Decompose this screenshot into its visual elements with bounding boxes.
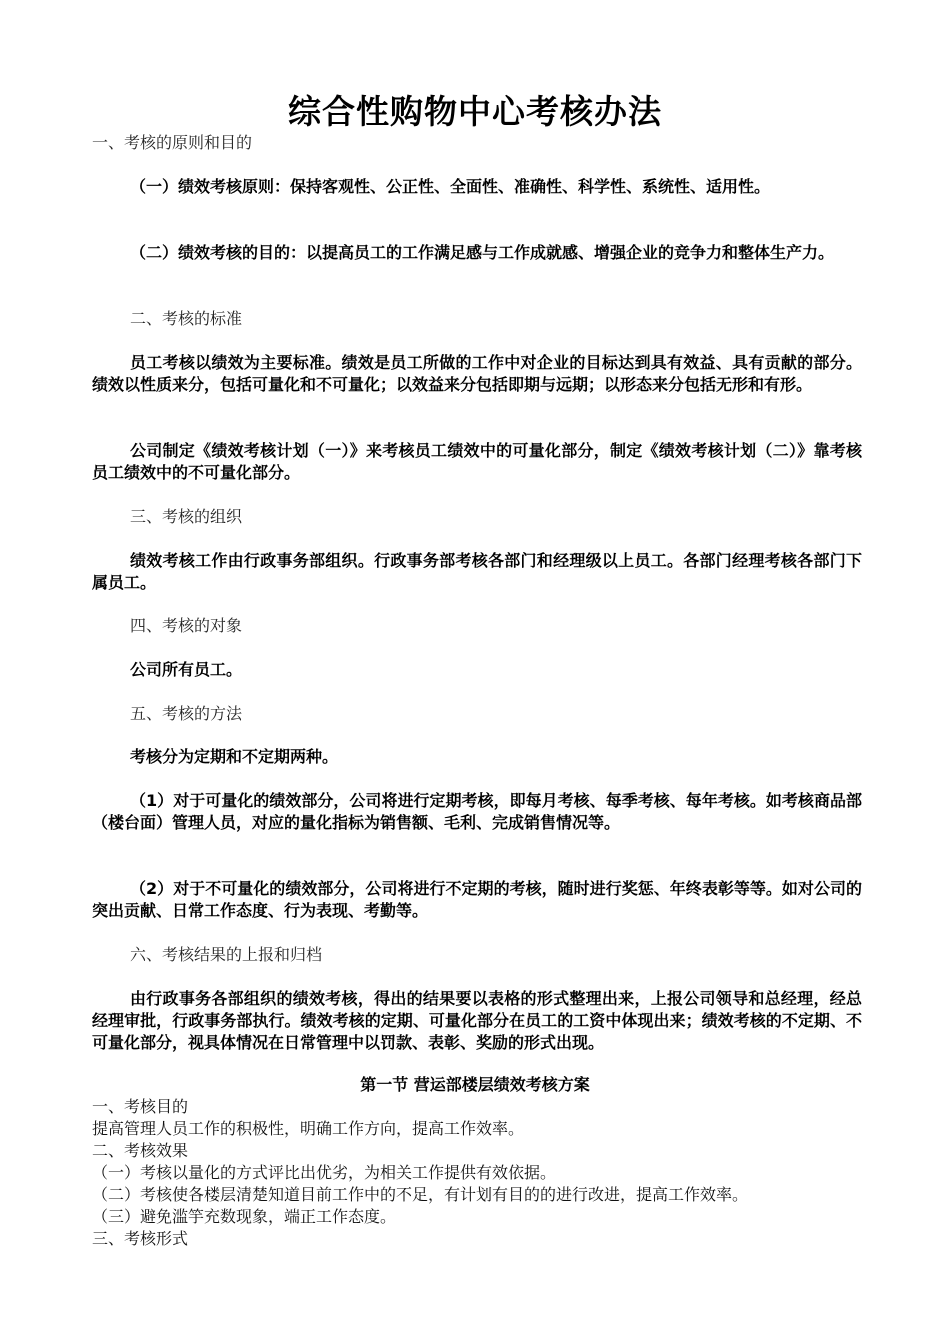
paragraph-non-quantifiable: （2）对于不可量化的绩效部分，公司将进行不定期的考核，随时进行奖惩、年终表彰等等。如对公司的突出贡献、日常工作态度、行为表现、考勤等。 xyxy=(92,879,862,920)
section-line: 提高管理人员工作的积极性，明确工作方向，提高工作效率。 xyxy=(92,1119,525,1138)
paragraph-purpose: （二）绩效考核的目的：以提高员工的工作满足感与工作成就感、增强企业的竞争力和整体生产力。 xyxy=(130,243,835,262)
heading-principles: 一、考核的原则和目的 xyxy=(92,133,253,152)
paragraph-standards: 员工考核以绩效为主要标准。绩效是员工所做的工作中对企业的目标达到具有效益、具有贡献的部分。绩效以性质来分，包括可量化和不可量化；以效益来分包括即期与远期；以形态来分包括无形和有形。 xyxy=(92,353,862,394)
heading-standards: 二、考核的标准 xyxy=(130,309,243,328)
paragraph-targets: 公司所有员工。 xyxy=(130,660,243,679)
section-line: （三）避免滥竽充数现象，端正工作态度。 xyxy=(92,1207,397,1226)
paragraph-organization: 绩效考核工作由行政事务部组织。行政事务部考核各部门和经理级以上员工。各部门经理考核各部门下属员工。 xyxy=(92,551,862,592)
section-line: 二、考核效果 xyxy=(92,1141,189,1160)
heading-organization: 三、考核的组织 xyxy=(130,507,243,526)
paragraph-reporting: 由行政事务各部组织的绩效考核，得出的结果要以表格的形式整理出来，上报公司领导和总经理，经总经理审批，行政事务部执行。绩效考核的定期、可量化部分在员工的工资中体现出来；绩效考核的不定期、不可量化部分，视具体情况在日常管理中以罚款、表彰、奖励的形式出现。 xyxy=(92,989,862,1052)
paragraph-plans: 公司制定《绩效考核计划（一）》来考核员工绩效中的可量化部分，制定《绩效考核计划（二）》靠考核员工绩效中的不可量化部分。 xyxy=(92,441,862,482)
paragraph-principle: （一）绩效考核原则：保持客观性、公正性、全面性、准确性、科学性、系统性、适用性。 xyxy=(130,177,771,196)
document-title: 综合性购物中心考核办法 xyxy=(288,92,662,131)
section-line: （一）考核以量化的方式评比出优劣，为相关工作提供有效依据。 xyxy=(92,1163,557,1182)
heading-targets: 四、考核的对象 xyxy=(130,616,243,635)
heading-methods: 五、考核的方法 xyxy=(130,704,243,723)
section-line: 三、考核形式 xyxy=(92,1229,189,1248)
paragraph-quantifiable: （1）对于可量化的绩效部分，公司将进行定期考核，即每月考核、每季考核、每年考核。如考核商品部（楼台面）管理人员，对应的量化指标为销售额、毛利、完成销售情况等。 xyxy=(92,791,862,832)
section-title: 第一节 营运部楼层绩效考核方案 xyxy=(360,1075,590,1094)
section-line: （二）考核使各楼层清楚知道目前工作中的不足，有计划有目的的进行改进，提高工作效率。 xyxy=(92,1185,749,1204)
section-line: 一、考核目的 xyxy=(92,1097,189,1116)
heading-reporting: 六、考核结果的上报和归档 xyxy=(130,945,323,964)
paragraph-method-types: 考核分为定期和不定期两种。 xyxy=(130,747,339,766)
